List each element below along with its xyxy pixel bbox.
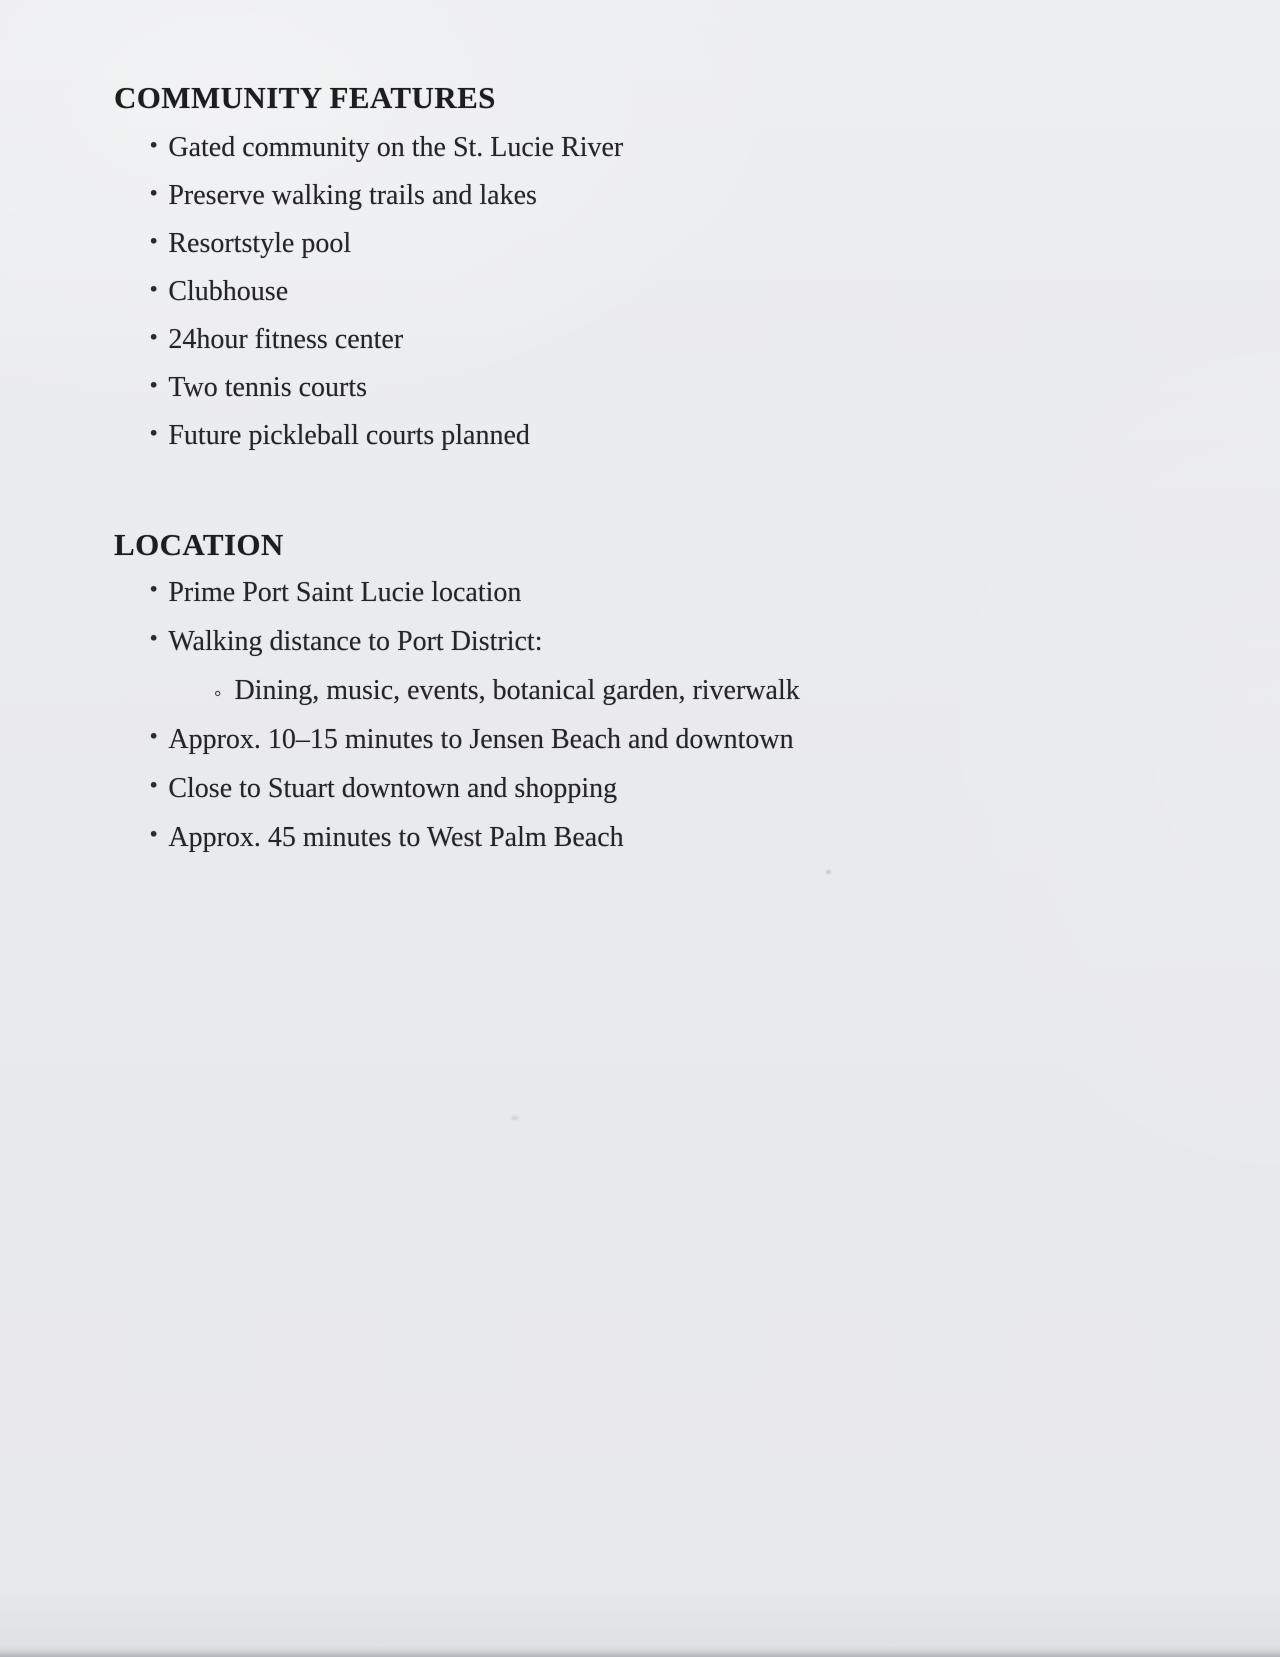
list-item — [148, 268, 623, 316]
list-item-text: Resortstyle pool — [168, 228, 352, 259]
bullet-dot-icon — [148, 371, 168, 406]
list-item-text: Walking distance to Port District: — [168, 625, 543, 657]
list-item-text: Gated community on the St. Lucie River — [168, 132, 624, 163]
list-item-text: Two tennis courts — [168, 372, 368, 403]
bullet-dot-icon — [148, 722, 168, 757]
list-item — [148, 220, 623, 268]
bullet-dot-icon — [148, 771, 168, 806]
list-item-text: Preserve walking trails and lakes — [168, 180, 537, 211]
scan-speck — [511, 1116, 519, 1120]
bullet-dot-icon — [148, 624, 168, 659]
list-item-text: Dining, music, events, botanical garden, riverwalk — [234, 674, 800, 706]
bullet-dot-icon — [148, 820, 168, 855]
location-heading: LOCATION — [114, 527, 284, 562]
bullet-dot-icon — [148, 275, 168, 310]
bullet-dot-icon — [148, 131, 168, 166]
community-features-list — [148, 124, 623, 460]
list-item — [148, 412, 623, 460]
bullet-dot-icon — [148, 179, 168, 214]
list-item-text: Close to Stuart downtown and shopping — [168, 772, 618, 804]
list-item — [148, 715, 800, 764]
list-item-text: Future pickleball courts planned — [168, 420, 530, 451]
list-item-text: Approx. 45 minutes to West Palm Beach — [168, 821, 624, 853]
list-item — [148, 316, 623, 364]
list-item-text: Prime Port Saint Lucie location — [168, 576, 522, 608]
list-item — [148, 764, 800, 813]
scan-speck — [826, 870, 831, 874]
community-features-heading: COMMUNITY FEATURES — [114, 80, 496, 115]
list-item — [148, 617, 800, 666]
list-item-text: 24hour fitness center — [168, 324, 404, 355]
bullet-dot-icon — [148, 419, 168, 454]
bullet-dot-icon — [148, 323, 168, 358]
bullet-dot-icon — [148, 227, 168, 262]
list-sub-item — [148, 666, 800, 715]
bullet-circle-icon — [214, 675, 234, 707]
list-item-text: Clubhouse — [168, 276, 289, 307]
list-item — [148, 364, 623, 412]
list-item — [148, 124, 623, 172]
list-item — [148, 568, 800, 617]
list-item — [148, 172, 623, 220]
list-item — [148, 813, 800, 862]
bullet-dot-icon — [148, 575, 168, 610]
list-item-text: Approx. 10–15 minutes to Jensen Beach and downtown — [168, 723, 794, 755]
scan-edge-shadow — [0, 1650, 1280, 1657]
location-list — [148, 568, 800, 862]
